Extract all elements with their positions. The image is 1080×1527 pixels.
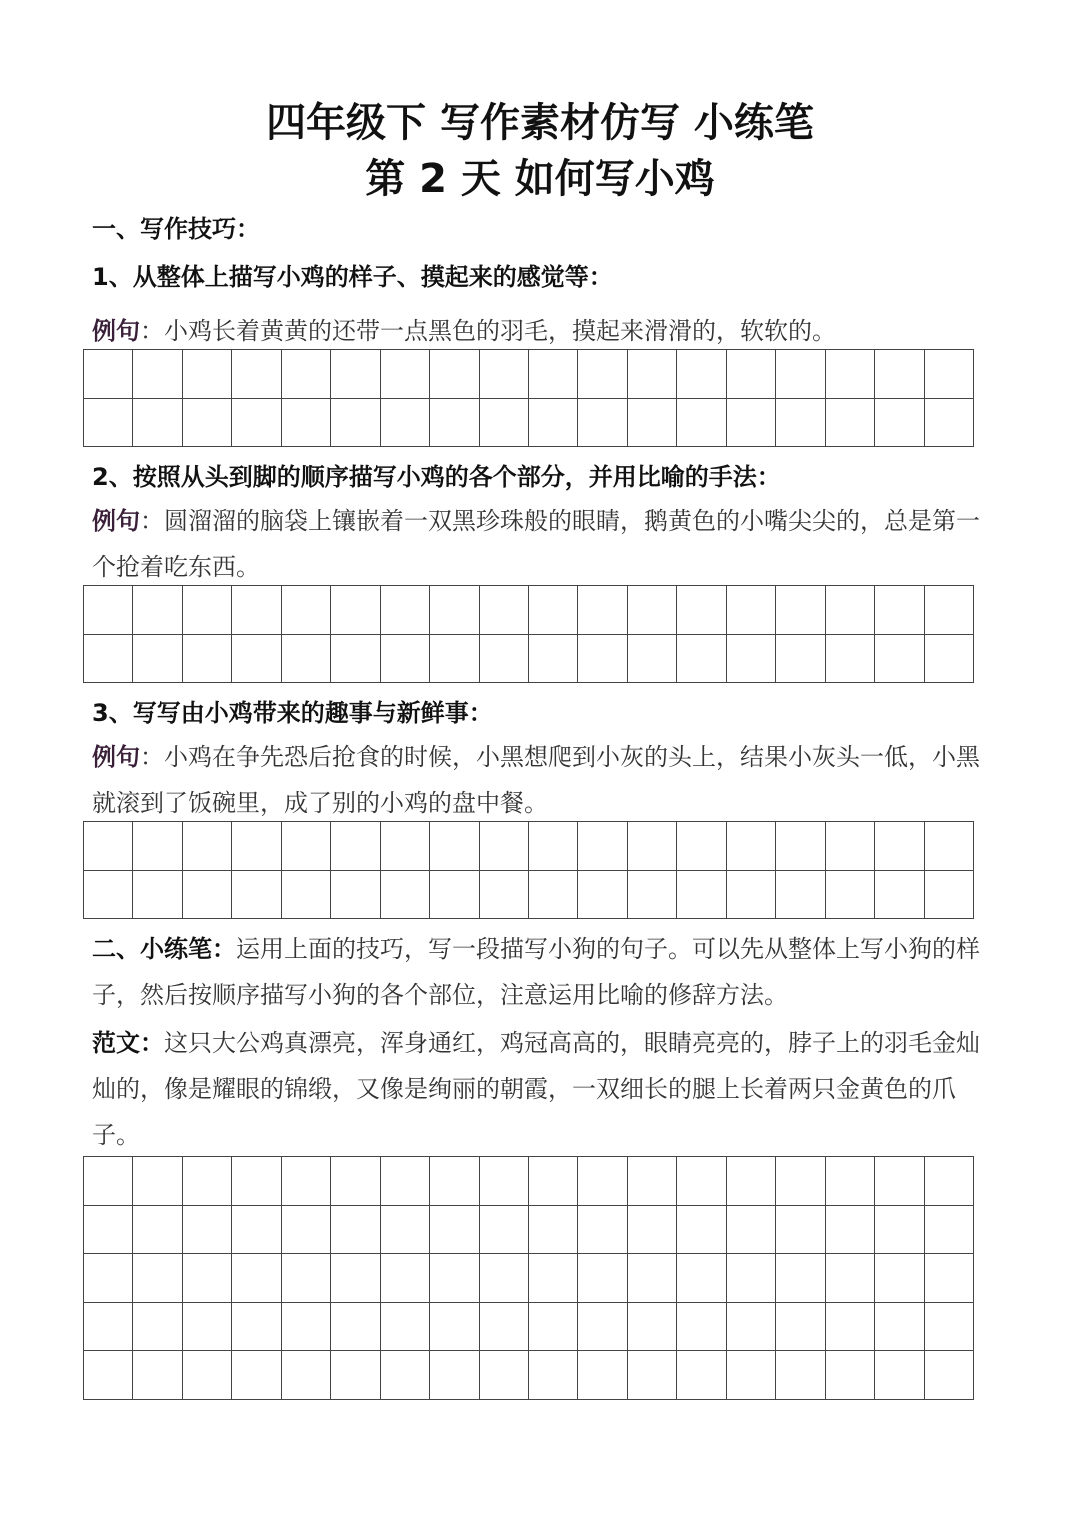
grid-cell[interactable] — [677, 1303, 726, 1352]
grid-cell[interactable] — [183, 822, 232, 871]
grid-cell[interactable] — [677, 586, 726, 635]
grid-cell[interactable] — [232, 1351, 281, 1400]
grid-cell[interactable] — [677, 1206, 726, 1255]
grid-cell[interactable] — [232, 350, 281, 399]
grid-cell[interactable] — [232, 871, 281, 920]
example-text: ：小鸡长着黄黄的还带一点黑色的羽毛，摸起来滑滑的，软软的。 — [140, 317, 836, 345]
grid-cell[interactable] — [480, 586, 529, 635]
grid-cell[interactable] — [480, 1157, 529, 1206]
grid-cell[interactable] — [677, 350, 726, 399]
grid-cell[interactable] — [282, 1254, 331, 1303]
grid-cell[interactable] — [480, 1254, 529, 1303]
grid-cell[interactable] — [628, 822, 677, 871]
grid-cell[interactable] — [677, 399, 726, 448]
tip-1-example — [92, 308, 992, 354]
grid-cell[interactable] — [776, 1157, 825, 1206]
grid-cell[interactable] — [430, 1351, 479, 1400]
grid-cell[interactable] — [183, 399, 232, 448]
tip-2-heading: 2、按照从头到脚的顺序描写小鸡的各个部分，并用比喻的手法： — [92, 463, 781, 491]
grid-cell[interactable] — [925, 822, 974, 871]
grid-cell[interactable] — [480, 350, 529, 399]
grid-cell[interactable] — [133, 1206, 182, 1255]
grid-cell[interactable] — [282, 635, 331, 684]
grid-cell[interactable] — [727, 1254, 776, 1303]
grid-cell[interactable] — [381, 871, 430, 920]
grid-cell[interactable] — [826, 1157, 875, 1206]
grid-cell[interactable] — [925, 635, 974, 684]
grid-cell[interactable] — [183, 586, 232, 635]
grid-cell[interactable] — [480, 822, 529, 871]
grid-cell[interactable] — [925, 1206, 974, 1255]
grid-cell[interactable] — [677, 1254, 726, 1303]
grid-cell[interactable] — [826, 1351, 875, 1400]
grid-cell[interactable] — [578, 1351, 627, 1400]
grid-cell[interactable] — [480, 399, 529, 448]
grid-cell[interactable] — [133, 586, 182, 635]
grid-cell[interactable] — [133, 350, 182, 399]
grid-cell[interactable] — [430, 635, 479, 684]
grid-cell[interactable] — [84, 822, 133, 871]
grid-cell[interactable] — [776, 822, 825, 871]
grid-cell[interactable] — [529, 871, 578, 920]
grid-cell[interactable] — [826, 399, 875, 448]
grid-cell[interactable] — [381, 1351, 430, 1400]
grid-cell[interactable] — [628, 586, 677, 635]
grid-cell[interactable] — [875, 1254, 924, 1303]
grid-cell[interactable] — [183, 350, 232, 399]
grid-cell[interactable] — [133, 1254, 182, 1303]
grid-cell[interactable] — [183, 635, 232, 684]
grid-cell[interactable] — [776, 871, 825, 920]
grid-cell[interactable] — [232, 399, 281, 448]
grid-cell[interactable] — [84, 1303, 133, 1352]
grid-cell[interactable] — [331, 350, 380, 399]
grid-cell[interactable] — [578, 1206, 627, 1255]
grid-cell[interactable] — [776, 1254, 825, 1303]
grid-cell[interactable] — [875, 586, 924, 635]
grid-cell[interactable] — [529, 1206, 578, 1255]
grid-cell[interactable] — [875, 399, 924, 448]
grid-cell[interactable] — [84, 399, 133, 448]
grid-cell[interactable] — [776, 350, 825, 399]
grid-cell[interactable] — [727, 350, 776, 399]
grid-cell[interactable] — [677, 871, 726, 920]
grid-cell[interactable] — [430, 871, 479, 920]
grid-cell[interactable] — [628, 350, 677, 399]
grid-cell[interactable] — [727, 871, 776, 920]
grid-cell[interactable] — [133, 822, 182, 871]
grid-cell[interactable] — [282, 822, 331, 871]
grid-cell[interactable] — [381, 399, 430, 448]
grid-cell[interactable] — [183, 1206, 232, 1255]
grid-cell[interactable] — [925, 586, 974, 635]
grid-cell[interactable] — [282, 1206, 331, 1255]
grid-cell[interactable] — [578, 1254, 627, 1303]
grid-cell[interactable] — [727, 822, 776, 871]
grid-cell[interactable] — [875, 1303, 924, 1352]
grid-cell[interactable] — [875, 1351, 924, 1400]
grid-cell[interactable] — [925, 1254, 974, 1303]
grid-cell[interactable] — [776, 586, 825, 635]
example-text: ：小鸡在争先恐后抢食的时候，小黑想爬到小灰的头上，结果小灰头一低，小黑就滚到了饭碗里，成了别的小鸡的盘中餐。 — [92, 743, 980, 817]
grid-cell[interactable] — [727, 635, 776, 684]
grid-cell[interactable] — [331, 871, 380, 920]
grid-cell[interactable] — [578, 1157, 627, 1206]
tip-3-example — [92, 734, 992, 826]
section-writing-skills-heading: 一、写作技巧： — [92, 215, 260, 243]
grid-cell[interactable] — [430, 822, 479, 871]
grid-cell[interactable] — [628, 1157, 677, 1206]
grid-cell[interactable] — [232, 1303, 281, 1352]
grid-cell[interactable] — [480, 1303, 529, 1352]
grid-cell[interactable] — [282, 1157, 331, 1206]
grid-cell[interactable] — [282, 399, 331, 448]
grid-cell[interactable] — [331, 635, 380, 684]
grid-cell[interactable] — [84, 635, 133, 684]
example-label: 例句 — [92, 743, 140, 771]
grid-cell[interactable] — [578, 822, 627, 871]
grid-cell[interactable] — [628, 1351, 677, 1400]
grid-cell[interactable] — [727, 1157, 776, 1206]
practice-text: 运用上面的技巧，写一段描写小狗的句子。可以先从整体上写小狗的样子，然后按顺序描写小狗的各个部位，注意运用比喻的修辞方法。 — [92, 935, 980, 1009]
grid-cell[interactable] — [628, 1303, 677, 1352]
grid-cell[interactable] — [826, 586, 875, 635]
grid-cell[interactable] — [727, 586, 776, 635]
grid-cell[interactable] — [84, 1351, 133, 1400]
grid-cell[interactable] — [381, 635, 430, 684]
grid-cell[interactable] — [381, 1303, 430, 1352]
grid-cell[interactable] — [776, 1351, 825, 1400]
grid-cell[interactable] — [875, 871, 924, 920]
grid-cell[interactable] — [331, 1254, 380, 1303]
grid-cell[interactable] — [480, 635, 529, 684]
grid-cell[interactable] — [826, 635, 875, 684]
grid-cell[interactable] — [430, 350, 479, 399]
grid-cell[interactable] — [133, 635, 182, 684]
grid-cell[interactable] — [826, 1303, 875, 1352]
example-text: ：圆溜溜的脑袋上镶嵌着一双黑珍珠般的眼睛，鹅黄色的小嘴尖尖的，总是第一个抢着吃东西。 — [92, 507, 980, 581]
grid-cell[interactable] — [133, 1351, 182, 1400]
grid-cell[interactable] — [232, 822, 281, 871]
grid-cell[interactable] — [282, 586, 331, 635]
grid-cell[interactable] — [84, 1157, 133, 1206]
practice-instruction — [92, 926, 992, 1018]
model-text: 这只大公鸡真漂亮，浑身通红，鸡冠高高的，眼睛亮亮的，脖子上的羽毛金灿灿的，像是耀眼的锦缎，又像是绚丽的朝霞，一双细长的腿上长着两只金黄色的爪子。 — [92, 1029, 980, 1149]
grid-cell[interactable] — [727, 399, 776, 448]
grid-cell[interactable] — [776, 1303, 825, 1352]
example-label: 例句 — [92, 317, 140, 345]
grid-cell[interactable] — [529, 350, 578, 399]
grid-cell[interactable] — [628, 1206, 677, 1255]
grid-cell[interactable] — [578, 586, 627, 635]
grid-cell[interactable] — [925, 399, 974, 448]
grid-cell[interactable] — [183, 1254, 232, 1303]
grid-cell[interactable] — [381, 350, 430, 399]
example-label: 例句 — [92, 507, 140, 535]
grid-cell[interactable] — [529, 1157, 578, 1206]
grid-cell[interactable] — [925, 871, 974, 920]
page-title: 四年级下 写作素材仿写 小练笔 — [266, 100, 814, 146]
grid-cell[interactable] — [331, 1157, 380, 1206]
grid-cell[interactable] — [430, 399, 479, 448]
grid-cell[interactable] — [578, 350, 627, 399]
grid-cell[interactable] — [480, 871, 529, 920]
grid-cell[interactable] — [628, 635, 677, 684]
grid-cell[interactable] — [133, 1303, 182, 1352]
grid-cell[interactable] — [183, 1303, 232, 1352]
grid-cell[interactable] — [331, 1351, 380, 1400]
grid-cell[interactable] — [628, 399, 677, 448]
grid-cell[interactable] — [282, 1303, 331, 1352]
grid-cell[interactable] — [282, 871, 331, 920]
grid-cell[interactable] — [826, 871, 875, 920]
grid-cell[interactable] — [875, 635, 924, 684]
grid-cell[interactable] — [232, 1206, 281, 1255]
grid-cell[interactable] — [232, 1157, 281, 1206]
grid-cell[interactable] — [677, 1157, 726, 1206]
model-label: 范文： — [92, 1029, 164, 1057]
grid-cell[interactable] — [925, 1303, 974, 1352]
grid-cell[interactable] — [133, 1157, 182, 1206]
grid-cell[interactable] — [430, 1254, 479, 1303]
grid-cell[interactable] — [84, 1206, 133, 1255]
grid-cell[interactable] — [331, 822, 380, 871]
grid-cell[interactable] — [84, 586, 133, 635]
grid-cell[interactable] — [776, 399, 825, 448]
grid-cell[interactable] — [826, 350, 875, 399]
grid-cell[interactable] — [578, 871, 627, 920]
grid-cell[interactable] — [727, 1206, 776, 1255]
grid-cell[interactable] — [826, 1206, 875, 1255]
grid-cell[interactable] — [529, 635, 578, 684]
grid-cell[interactable] — [677, 1351, 726, 1400]
model-essay — [92, 1020, 992, 1158]
tip-1-heading: 1、从整体上描写小鸡的样子、摸起来的感觉等： — [92, 263, 613, 291]
grid-cell[interactable] — [430, 1206, 479, 1255]
grid-cell[interactable] — [925, 1157, 974, 1206]
grid-cell[interactable] — [628, 1254, 677, 1303]
grid-cell[interactable] — [529, 1303, 578, 1352]
grid-cell[interactable] — [331, 399, 380, 448]
grid-cell[interactable] — [183, 1351, 232, 1400]
grid-cell[interactable] — [480, 1206, 529, 1255]
grid-cell[interactable] — [430, 586, 479, 635]
grid-cell[interactable] — [529, 1351, 578, 1400]
grid-cell[interactable] — [133, 399, 182, 448]
grid-cell[interactable] — [84, 350, 133, 399]
grid-cell[interactable] — [232, 1254, 281, 1303]
grid-cell[interactable] — [282, 1351, 331, 1400]
grid-cell[interactable] — [381, 1157, 430, 1206]
grid-cell[interactable] — [381, 586, 430, 635]
grid-cell[interactable] — [381, 1254, 430, 1303]
grid-cell[interactable] — [232, 586, 281, 635]
grid-cell[interactable] — [925, 1351, 974, 1400]
page-subtitle: 第 2 天 如何写小鸡 — [365, 156, 715, 202]
grid-cell[interactable] — [331, 1206, 380, 1255]
grid-cell[interactable] — [331, 586, 380, 635]
grid-cell[interactable] — [677, 635, 726, 684]
grid-cell[interactable] — [875, 822, 924, 871]
grid-cell[interactable] — [529, 399, 578, 448]
grid-cell[interactable] — [875, 1206, 924, 1255]
grid-cell[interactable] — [529, 822, 578, 871]
grid-cell[interactable] — [578, 635, 627, 684]
grid-cell[interactable] — [331, 1303, 380, 1352]
writing-grid-tip-2[interactable] — [83, 585, 974, 683]
tip-2-example — [92, 498, 992, 590]
grid-cell[interactable] — [133, 871, 182, 920]
practice-label: 二、小练笔： — [92, 935, 236, 963]
grid-cell[interactable] — [875, 1157, 924, 1206]
grid-cell[interactable] — [776, 1206, 825, 1255]
grid-cell[interactable] — [183, 871, 232, 920]
grid-cell[interactable] — [529, 1254, 578, 1303]
grid-cell[interactable] — [776, 635, 825, 684]
grid-cell[interactable] — [430, 1303, 479, 1352]
grid-cell[interactable] — [381, 1206, 430, 1255]
writing-grid-tip-3[interactable] — [83, 821, 974, 919]
grid-cell[interactable] — [529, 586, 578, 635]
grid-cell[interactable] — [578, 399, 627, 448]
grid-cell[interactable] — [578, 1303, 627, 1352]
writing-grid-practice[interactable] — [83, 1156, 974, 1400]
grid-cell[interactable] — [875, 350, 924, 399]
grid-cell[interactable] — [826, 1254, 875, 1303]
grid-cell[interactable] — [430, 1157, 479, 1206]
writing-grid-tip-1[interactable] — [83, 349, 974, 447]
tip-3-heading: 3、写写由小鸡带来的趣事与新鲜事： — [92, 699, 493, 727]
grid-cell[interactable] — [381, 822, 430, 871]
grid-cell[interactable] — [628, 871, 677, 920]
grid-cell[interactable] — [677, 822, 726, 871]
grid-cell[interactable] — [826, 822, 875, 871]
grid-cell[interactable] — [84, 1254, 133, 1303]
grid-cell[interactable] — [282, 350, 331, 399]
grid-cell[interactable] — [183, 1157, 232, 1206]
grid-cell[interactable] — [84, 871, 133, 920]
grid-cell[interactable] — [480, 1351, 529, 1400]
grid-cell[interactable] — [232, 635, 281, 684]
grid-cell[interactable] — [727, 1303, 776, 1352]
grid-cell[interactable] — [925, 350, 974, 399]
grid-cell[interactable] — [727, 1351, 776, 1400]
